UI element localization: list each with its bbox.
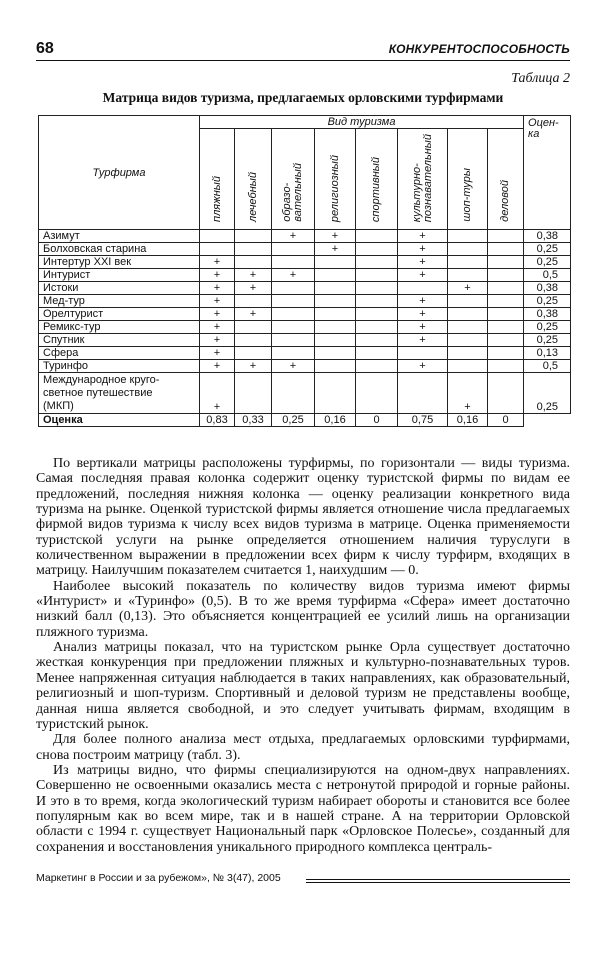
body-paragraph: Из матрицы видно, что фирмы специализируются на одном-двух направлениях. Совершенно не освоенными оказались места с нетронутой природой и горные районы. И это в то время, когда экологический туризм набирает обороты и становится все более популярным как во всем мире, так и в нашей стране. А на территории Орловской области с 1994 г. существует Национальный парк «Орловское Полесье», созданный для сохранения и восстановления уникального природного комплекса централь- — [36, 762, 570, 855]
mark-cell — [448, 269, 488, 282]
column-header-label: религиозный — [328, 154, 341, 222]
column-header-label: лечебный — [246, 172, 259, 222]
firm-name-cell: Азимут — [39, 230, 200, 243]
mark-cell — [488, 308, 524, 321]
firm-name-cell: Орелтурист — [39, 308, 200, 321]
mark-cell: + — [315, 243, 356, 256]
score-cell: 0,25 — [524, 295, 571, 308]
mark-cell — [315, 256, 356, 269]
mark-cell: + — [398, 321, 448, 334]
column-header-label: образо- вательный — [281, 163, 304, 222]
mark-cell: + — [398, 360, 448, 373]
mark-cell — [448, 321, 488, 334]
mark-cell — [488, 243, 524, 256]
table-row — [39, 308, 571, 321]
mark-cell: + — [272, 230, 315, 243]
mark-cell — [272, 334, 315, 347]
mark-cell: + — [235, 269, 272, 282]
firm-name-cell: Туринфо — [39, 360, 200, 373]
footer-rule — [306, 882, 570, 883]
mark-cell — [272, 295, 315, 308]
mark-cell — [235, 373, 272, 414]
mark-cell: + — [200, 373, 235, 414]
score-cell: 0,25 — [524, 334, 571, 347]
footer-rule — [306, 879, 570, 880]
mark-cell — [488, 295, 524, 308]
mark-cell — [356, 282, 398, 295]
footer-text: Маркетинг в России и за рубежом», № 3(47), 2005 — [36, 872, 281, 884]
total-value-cell: 0,75 — [398, 414, 448, 427]
mark-cell — [235, 243, 272, 256]
mark-cell — [315, 373, 356, 414]
firm-name-cell: Спутник — [39, 334, 200, 347]
total-value-cell: 0,33 — [235, 414, 272, 427]
mark-cell — [315, 321, 356, 334]
table-row — [39, 295, 571, 308]
table-row — [39, 256, 571, 269]
mark-cell: + — [398, 308, 448, 321]
mark-cell: + — [398, 269, 448, 282]
mark-cell: + — [398, 334, 448, 347]
mark-cell — [448, 295, 488, 308]
total-value-cell: 0,16 — [315, 414, 356, 427]
table-label: Таблица 2 — [511, 71, 570, 86]
tourism-matrix-table — [38, 115, 571, 427]
mark-cell: + — [315, 230, 356, 243]
table-row — [39, 230, 571, 243]
column-header — [398, 129, 448, 230]
mark-cell — [200, 230, 235, 243]
mark-cell: + — [398, 230, 448, 243]
mark-cell — [272, 282, 315, 295]
page-header — [36, 40, 570, 62]
table-row — [39, 360, 571, 373]
running-title: КОНКУРЕНТОСПОСОБНОСТЬ — [388, 42, 570, 56]
body-paragraph: По вертикали матрицы расположены турфирмы, по горизонтали — виды туризма. Самая последняя правая колонка содержит оценку туристской фирмы по видам ее предложений, последняя нижняя колонка — оценку реализации конкретного вида туризма на рынке. Оценкой туристской фирмы является отношение числа предлагаемых фирмой видов туризма к числу всех видов туризма в матрице. Оценка применяемости туристской услуги на рынке определяется отношением наличия туруслуги в количественном выражении в предложении всех фирм к числу турфирм, входящих в матрицу. Наилучшим показателем считается 1, наихудшим — 0. — [36, 456, 570, 579]
mark-cell: + — [200, 269, 235, 282]
mark-cell — [272, 321, 315, 334]
mark-cell — [398, 347, 448, 360]
firm-name-cell: Ремикс-тур — [39, 321, 200, 334]
mark-cell — [448, 360, 488, 373]
mark-cell — [448, 334, 488, 347]
mark-cell — [488, 360, 524, 373]
column-header-label: культурно- познавательный — [410, 133, 434, 222]
header-rule — [36, 60, 570, 61]
mark-cell — [488, 321, 524, 334]
score-cell: 0,25 — [524, 373, 571, 414]
firm-name-cell: Сфера — [39, 347, 200, 360]
mark-cell — [235, 230, 272, 243]
mark-cell — [315, 308, 356, 321]
mark-cell — [398, 373, 448, 414]
body-text — [36, 456, 570, 855]
mark-cell: + — [200, 360, 235, 373]
mark-cell: + — [200, 282, 235, 295]
column-header — [488, 129, 524, 230]
mark-cell: + — [398, 243, 448, 256]
mark-cell: + — [235, 360, 272, 373]
firm-name-cell: Интурист — [39, 269, 200, 282]
firm-name-cell: Истоки — [39, 282, 200, 295]
score-header: Оцен- ка — [524, 116, 571, 230]
mark-cell — [315, 347, 356, 360]
mark-cell: + — [235, 282, 272, 295]
column-header — [200, 129, 235, 230]
mark-cell — [200, 243, 235, 256]
mark-cell — [356, 321, 398, 334]
score-cell: 0,5 — [524, 269, 571, 282]
mark-cell — [398, 282, 448, 295]
column-header — [315, 129, 356, 230]
mark-cell — [356, 308, 398, 321]
mark-cell — [448, 243, 488, 256]
column-header-label: деловой — [499, 180, 512, 222]
mark-cell — [488, 334, 524, 347]
score-cell: 0,38 — [524, 308, 571, 321]
firm-header: Турфирма — [39, 116, 200, 230]
mark-cell: + — [200, 321, 235, 334]
score-cell: 0,13 — [524, 347, 571, 360]
mark-cell: + — [272, 269, 315, 282]
mark-cell — [356, 230, 398, 243]
page-number: 68 — [36, 40, 54, 57]
mark-cell — [356, 269, 398, 282]
body-paragraph: Для более полного анализа мест отдыха, предлагаемых орловскими турфирмами, снова построим матрицу (табл. 3). — [36, 732, 570, 763]
mark-cell — [315, 360, 356, 373]
score-cell: 0,25 — [524, 321, 571, 334]
table-row — [39, 282, 571, 295]
column-header — [356, 129, 398, 230]
mark-cell — [272, 308, 315, 321]
mark-cell — [448, 308, 488, 321]
column-header-label: пляжный — [210, 176, 223, 222]
mark-cell — [356, 334, 398, 347]
mark-cell — [356, 347, 398, 360]
total-empty-cell — [524, 414, 571, 427]
mark-cell: + — [200, 256, 235, 269]
table-row — [39, 269, 571, 282]
body-paragraph: Наиболее высокий показатель по количеству видов туризма имеют фирмы «Интурист» и «Туринфо» (0,5). В то же время турфирма «Сфера» имеет достаточно низкий балл (0,13). Это объясняется концентрацией ее усилий лишь на организации пляжного туризма. — [36, 578, 570, 640]
table-row — [39, 347, 571, 360]
mark-cell — [315, 295, 356, 308]
mark-cell — [272, 256, 315, 269]
column-header-label: шоп-туры — [461, 168, 473, 222]
mark-cell: + — [200, 295, 235, 308]
mark-cell — [235, 347, 272, 360]
mark-cell — [315, 334, 356, 347]
mark-cell — [488, 256, 524, 269]
mark-cell — [315, 282, 356, 295]
mark-cell — [356, 295, 398, 308]
mark-cell — [235, 334, 272, 347]
total-value-cell: 0,16 — [448, 414, 488, 427]
firm-name-cell: Интертур XXI век — [39, 256, 200, 269]
firm-name-cell: Международное круго- светное путешествие (МКП) — [39, 373, 200, 414]
mark-cell: + — [448, 373, 488, 414]
mark-cell — [272, 373, 315, 414]
score-cell: 0,5 — [524, 360, 571, 373]
mark-cell: + — [200, 334, 235, 347]
total-value-cell: 0,83 — [200, 414, 235, 427]
firm-name-cell: Мед-тур — [39, 295, 200, 308]
mark-cell: + — [448, 282, 488, 295]
total-value-cell: 0,25 — [272, 414, 315, 427]
mark-cell — [488, 269, 524, 282]
score-cell: 0,38 — [524, 230, 571, 243]
score-cell: 0,25 — [524, 243, 571, 256]
total-label: Оценка — [39, 414, 200, 427]
table-row — [39, 373, 571, 414]
mark-cell — [488, 347, 524, 360]
total-value-cell: 0 — [488, 414, 524, 427]
mark-cell — [356, 373, 398, 414]
group-header: Вид туризма — [200, 116, 524, 129]
mark-cell — [448, 256, 488, 269]
mark-cell — [356, 256, 398, 269]
page-footer — [36, 872, 570, 888]
table-row — [39, 334, 571, 347]
column-header — [235, 129, 272, 230]
mark-cell — [448, 347, 488, 360]
score-cell: 0,38 — [524, 282, 571, 295]
mark-cell — [356, 360, 398, 373]
column-header-label: спортивный — [370, 156, 382, 222]
mark-cell — [488, 373, 524, 414]
column-header — [272, 129, 315, 230]
mark-cell — [272, 243, 315, 256]
mark-cell: + — [398, 256, 448, 269]
total-value-cell: 0 — [356, 414, 398, 427]
mark-cell: + — [200, 308, 235, 321]
mark-cell — [235, 321, 272, 334]
mark-cell: + — [398, 295, 448, 308]
score-cell: 0,25 — [524, 256, 571, 269]
mark-cell — [488, 282, 524, 295]
table-row — [39, 321, 571, 334]
column-header — [448, 129, 488, 230]
mark-cell — [315, 269, 356, 282]
mark-cell: + — [272, 360, 315, 373]
mark-cell — [272, 347, 315, 360]
table-title: Матрица видов туризма, предлагаемых орловскими турфирмами — [102, 90, 504, 105]
firm-name-cell: Болховская старина — [39, 243, 200, 256]
mark-cell — [448, 230, 488, 243]
mark-cell — [235, 295, 272, 308]
mark-cell — [235, 256, 272, 269]
mark-cell — [356, 243, 398, 256]
mark-cell — [488, 230, 524, 243]
table-row — [39, 243, 571, 256]
total-row — [39, 414, 571, 427]
mark-cell: + — [235, 308, 272, 321]
mark-cell: + — [200, 347, 235, 360]
body-paragraph: Анализ матрицы показал, что на туристском рынке Орла существует достаточно жесткая конкуренция при предложении пляжных и культурно-познавательных туров. Менее напряженная ситуация наблюдается в таких направлениях, как образовательный, религиозный и шоп-туризм. Спортивный и деловой туризм не представлены вообще, данная ниша является свободной, и это следует учитывать фирмам, входящим в туристский рынок. — [36, 640, 570, 732]
